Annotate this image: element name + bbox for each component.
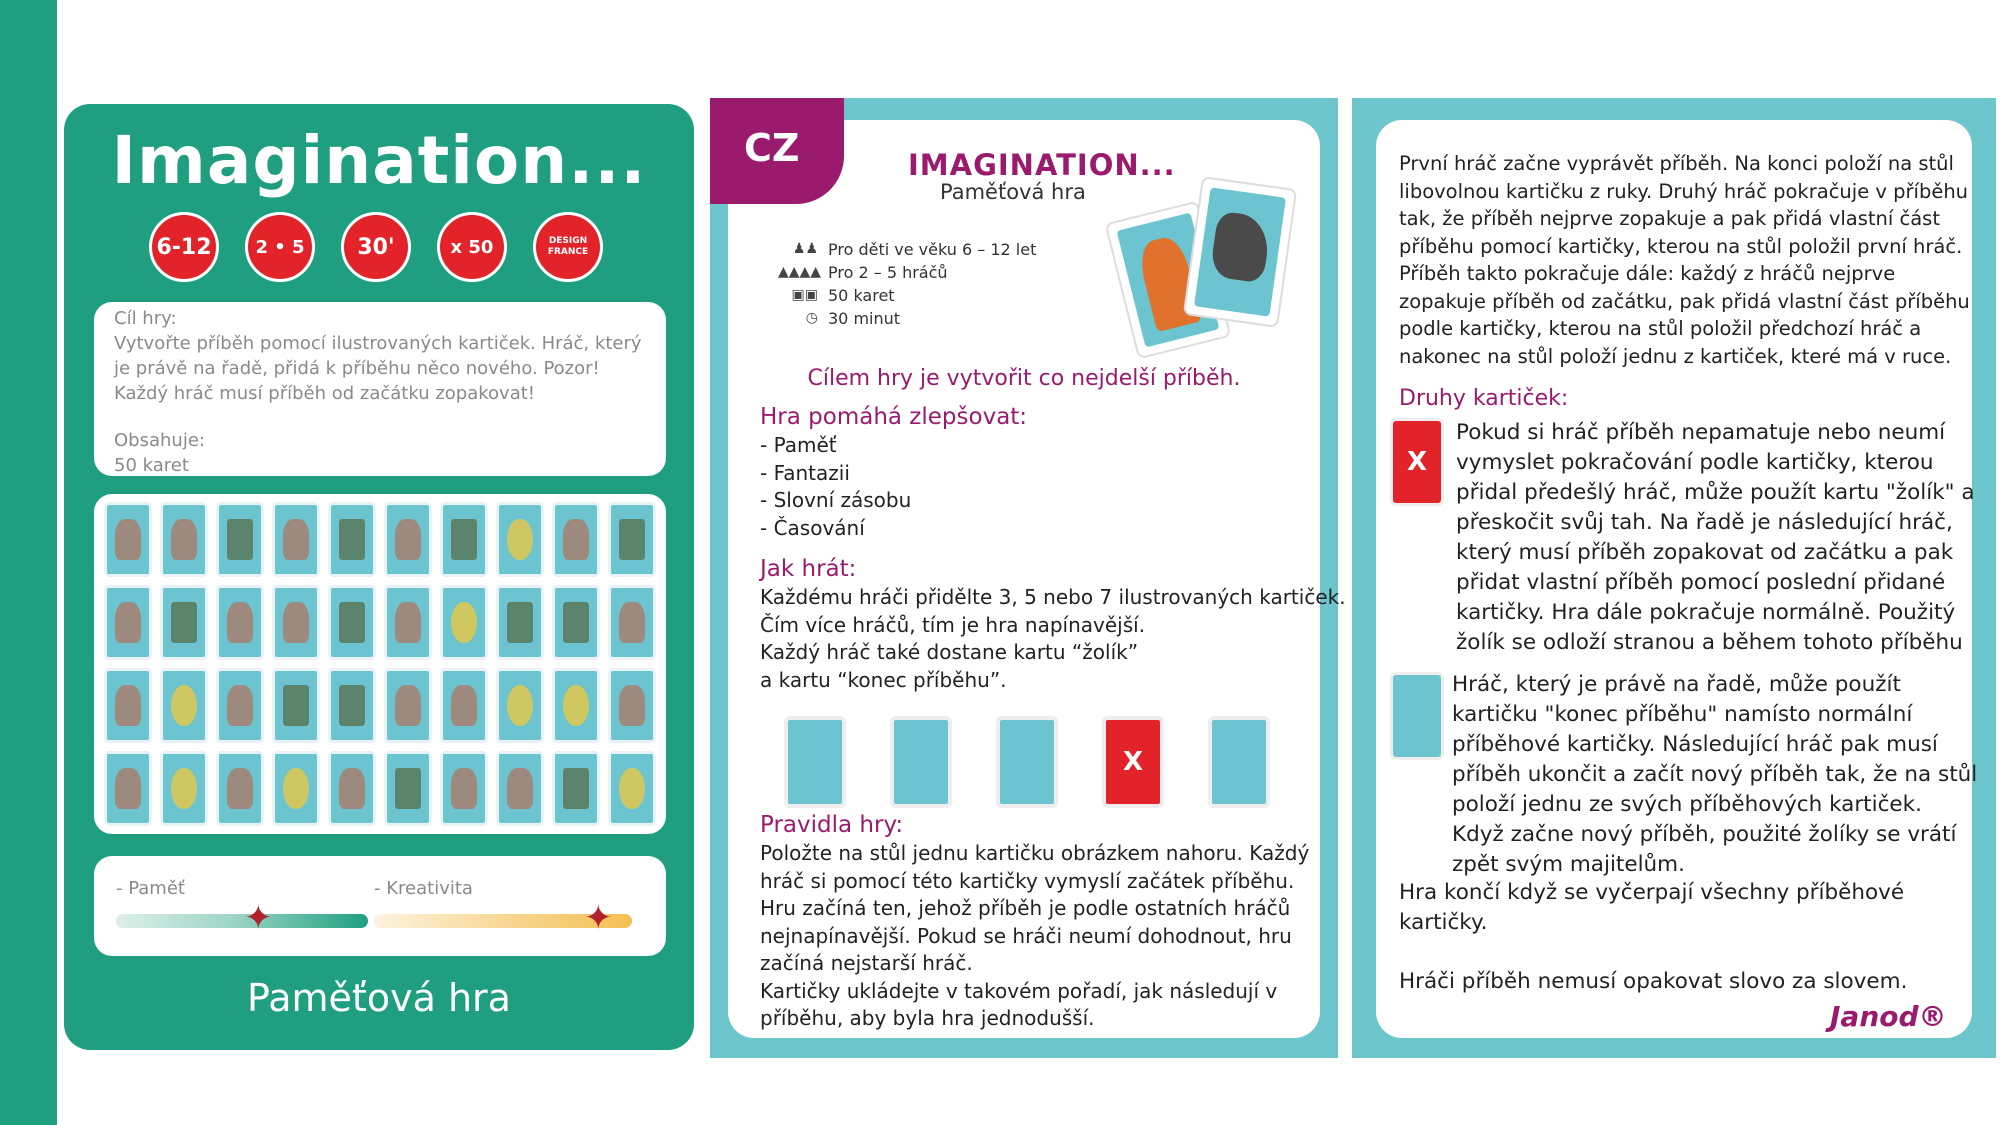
card-thumb [552,585,600,660]
goal-text: Vytvořte příběh pomocí ilustrovaných kartiček. Hráč, který je právě na řadě, přidá k příběhu něco nového. Pozor! Každý hráč musí příběh od začátku zopakovat! [114,333,642,404]
fact-age: Pro děti ve věku 6 – 12 let [828,240,1037,259]
text-line: příběhové kartičky. Následující hráč pak musí [1452,732,1938,757]
text-line: přeskočit svůj tah. Na řadě je následující hráč, [1456,510,1953,535]
text-line: nakonec na stůl položí jednu z kartiček, které má v ruce. [1399,344,1952,368]
game-logo: Imagination... [111,122,647,199]
play-description [1399,150,1970,370]
card-thumb [608,502,656,577]
text-line: Když začne nový příběh, použité žolíky se vrátí [1452,822,1957,847]
fact-cards: 50 karet [828,286,895,305]
card-thumb [104,668,152,743]
card-types-heading: Druhy kartiček: [1399,386,1569,411]
card-thumb [160,502,208,577]
card-gallery [94,494,666,834]
final-note: Hráči příběh nemusí opakovat slovo za slovem. [1399,969,1908,994]
card-thumb [440,751,488,826]
helps-list [760,432,911,542]
players-icon: ▲▲▲▲ [778,264,822,280]
design-france-icon: DESIGN FRANCE [533,212,603,282]
clock-icon: ◷ [805,310,818,326]
list-item: - Časování [760,515,865,540]
card-thumb [104,585,152,660]
skill-meters [94,856,666,956]
card-thumb [272,751,320,826]
cards-icon: ▣▣ [791,287,818,303]
card-thumb [440,668,488,743]
card-thumb [384,751,432,826]
joker-card: X [1390,418,1444,506]
card-thumb [216,585,264,660]
card-thumb [216,502,264,577]
text-line: kartičky. Hra dále pokračuje normálně. Použitý [1456,600,1956,625]
demo-card-joker: X [1102,716,1164,808]
text-line: zopakuje příběh od začátku, pak přidá vlastní část příběhu [1399,289,1970,313]
card-thumb [272,502,320,577]
card-thumb [608,585,656,660]
text-line: zpět svým majitelům. [1452,852,1685,877]
text-line: příběhu pomocí kartičky, kterou na stůl položil první hráč. [1399,234,1963,258]
players-icon: 2 • 5 [245,212,315,282]
text-line: podle kartičky, kterou na stůl položil předchozí hráč a [1399,317,1922,340]
text-line: Čím více hráčů, tím je hra napínavější. [760,612,1146,637]
game-facts [778,238,1036,330]
card-thumb [496,585,544,660]
dragon-icon: ✦ [584,898,613,938]
text-line: kartičku "konec příběhu" namísto normální [1452,702,1913,727]
card-thumb [384,668,432,743]
text-line: položí jednu ze svých příběhových kartiček. [1452,792,1922,817]
goal-box [94,302,666,476]
text-line: hráč si pomocí této kartičky vymyslí začátek příběhu. [760,868,1295,893]
demo-card-end [1208,716,1270,808]
contains-value: 50 karet [114,455,189,476]
text-line: žolík se odloží stranou a během tohoto příběhu [1456,630,1963,655]
card-thumb [608,751,656,826]
text-line: Položte na stůl jednu kartičku obrázkem nahoru. Každý [760,841,1310,865]
creativity-meter-label: - Kreativita [374,878,473,899]
contains-label: Obsahuje: [114,430,205,451]
list-item: - Fantazii [760,460,850,485]
text-line: Hráč, který je právě na řadě, může použít [1452,672,1901,697]
game-goal: Cílem hry je vytvořit co nejdelší příběh. [807,366,1241,391]
end-of-story-card [1390,672,1444,760]
card-thumb [440,585,488,660]
text-line: Příběh takto pokračuje dále: každý z hráčů nejprve [1399,262,1896,285]
rules-text [760,840,1309,1033]
memory-meter-bar [116,914,368,928]
brand-logo: Janod® [1830,1000,1947,1033]
text-line: a kartu “konec příběhu”. [760,667,1007,692]
text-line: příběhu, aby byla hra jednodušší. [760,1006,1095,1030]
list-item: - Paměť [760,433,837,457]
cards-icon: x 50 [437,212,507,282]
info-icons [149,212,603,282]
cover-panel [64,104,694,1050]
card-thumb [328,585,376,660]
card-thumb [104,502,152,577]
card-thumb [328,751,376,826]
card-thumb [440,502,488,577]
text-line: Hra končí když se vyčerpají všechny příběhové [1399,880,1905,905]
text-line: kartičky. [1399,910,1488,935]
dragon-icon: ✦ [244,898,273,938]
card-thumb [328,502,376,577]
text-line: začíná nejstarší hráč. [760,951,973,975]
text-line: příběh ukončit a začít nový příběh tak, že na stůl [1452,762,1978,787]
rules-title: IMAGINATION... [908,148,1176,182]
rules-subtitle: Paměťová hra [940,180,1086,204]
memory-meter-label: - Paměť [116,878,185,899]
card-thumb [496,668,544,743]
text-line: který musí příběh zopakovat od začátku a pak [1456,540,1954,565]
demo-card-castle [996,716,1058,808]
text-line: Kartičky ukládejte v takovém pořadí, jak následují v [760,978,1278,1003]
card-thumb [552,502,600,577]
fact-players: Pro 2 – 5 hráčů [828,263,948,282]
card-thumb [496,502,544,577]
card-thumb [104,751,152,826]
joker-description [1456,418,1975,658]
text-line: Každý hráč také dostane kartu “žolík” [760,640,1139,664]
text-line: vymyslet pokračování podle kartičky, kterou [1456,450,1934,475]
text-line: přidal předešlý hráč, může použít kartu "žolík" a [1456,480,1975,505]
card-thumb [384,502,432,577]
goal-label: Cíl hry: [114,308,177,329]
rules-heading: Pravidla hry: [760,812,904,838]
card-thumb [552,668,600,743]
sample-card-wolf [1183,176,1298,328]
text-line: tak, že příběh nejprve zopakuje a pak přidá vlastní část [1399,207,1940,230]
game-end-text [1399,878,1904,938]
text-line: libovolnou kartičku z ruky. Druhý hráč pokračuje v příběhu [1399,179,1969,203]
card-thumb [384,585,432,660]
card-thumb [608,668,656,743]
card-thumb [328,668,376,743]
demo-card-treasure [890,716,952,808]
text-line: Pokud si hráč příběh nepamatuje nebo neumí [1456,420,1946,445]
cover-subtitle: Paměťová hra [247,976,511,1020]
list-item: - Slovní zásobu [760,488,912,512]
card-thumb [160,668,208,743]
text-line: nejnapínavější. Pokud se hráči neumí dohodnout, hru [760,923,1292,948]
age-icon: 6-12 [149,212,219,282]
people-icon: ♟♟ [792,241,818,257]
card-thumb [216,751,264,826]
how-heading: Jak hrát: [760,556,857,582]
text-line: Hru začíná ten, jehož příběh je podle ostatních hráčů [760,896,1291,920]
timer-icon: 30' [341,212,411,282]
demo-card-princess [784,716,846,808]
text-line: První hráč začne vyprávět příběh. Na konci položí na stůl [1399,152,1954,175]
card-thumb [160,751,208,826]
fact-time: 30 minut [828,309,901,328]
end-card-description [1452,670,1977,880]
card-thumb [216,668,264,743]
card-thumb [160,585,208,660]
card-thumb [272,668,320,743]
how-text [760,584,1346,694]
language-tab: CZ [710,98,844,204]
text-line: přidat vlastní příběh pomocí poslední přidané [1456,570,1946,595]
text-line: Každému hráči přidělte 3, 5 nebo 7 ilustrovaných kartiček. [760,585,1346,609]
card-thumb [552,751,600,826]
helps-heading: Hra pomáhá zlepšovat: [760,404,1028,430]
left-green-strip [0,0,57,1125]
card-thumb [272,585,320,660]
card-thumb [496,751,544,826]
